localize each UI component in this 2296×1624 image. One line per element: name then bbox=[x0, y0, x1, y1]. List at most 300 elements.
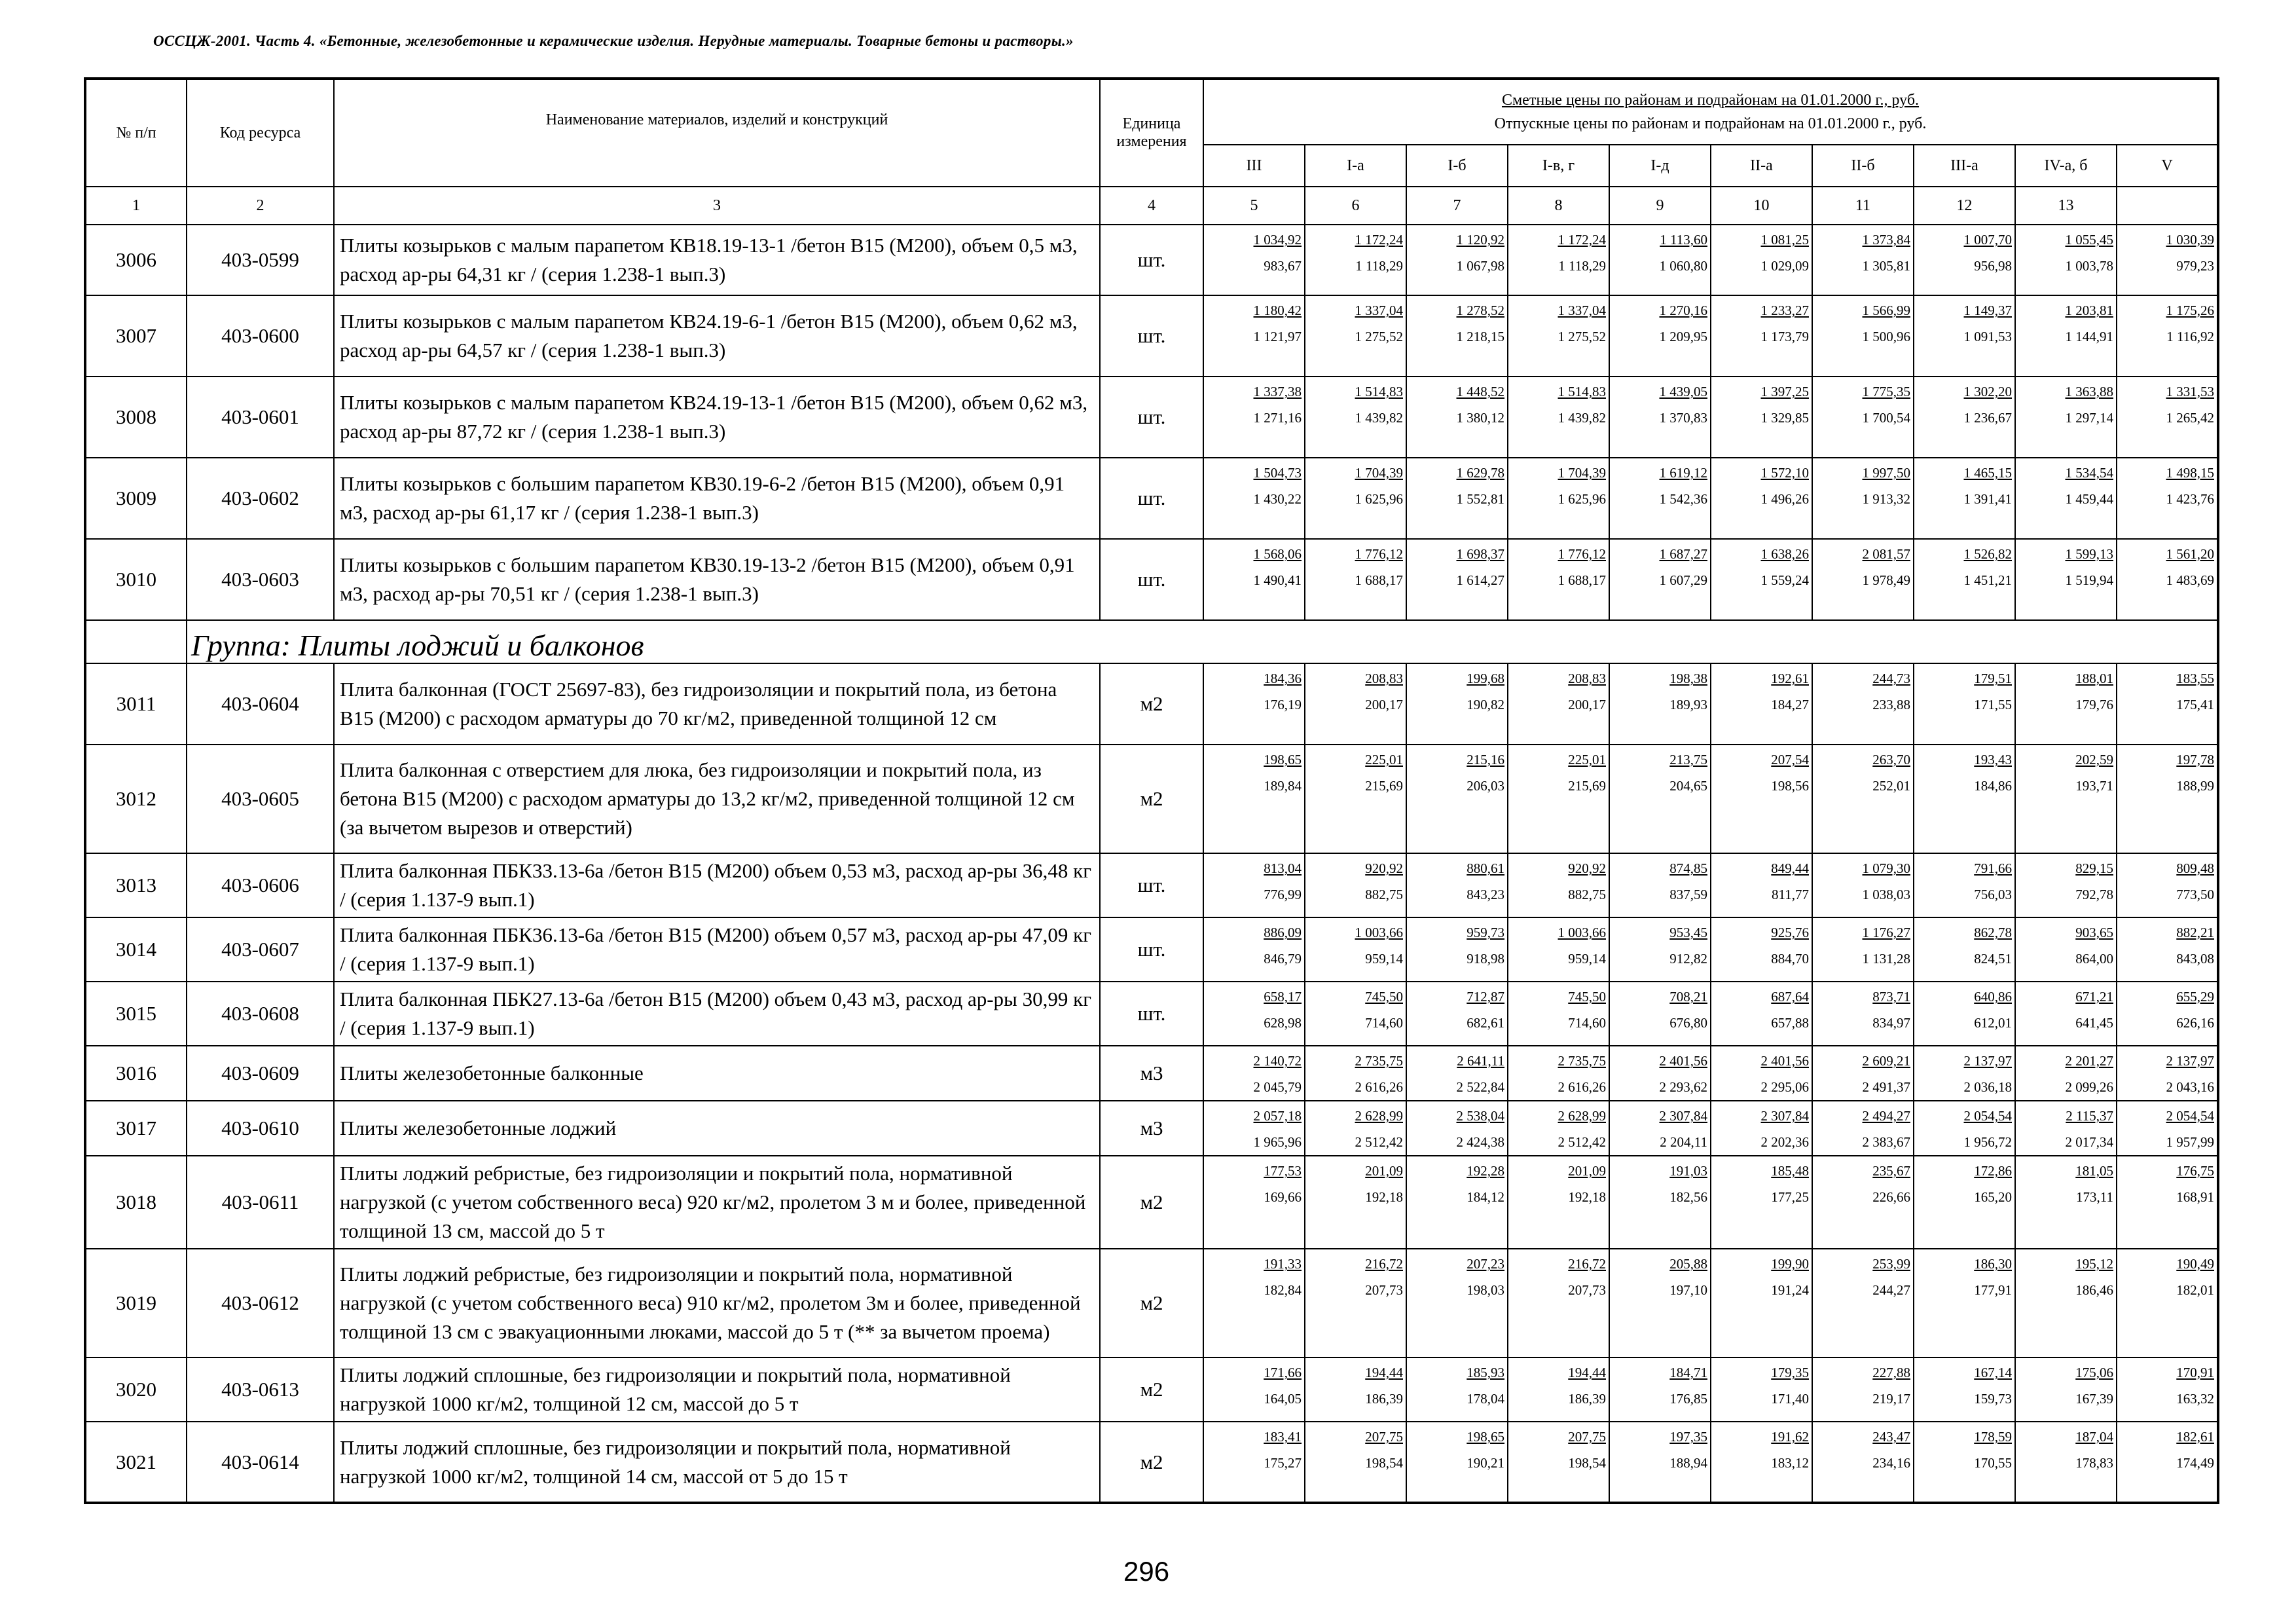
price-cell bbox=[1711, 1422, 1812, 1503]
table-row bbox=[85, 917, 2218, 982]
resource-code: 403-0611 bbox=[187, 1156, 334, 1249]
col-header-num: № п/п bbox=[85, 79, 187, 187]
unit: м3 bbox=[1100, 1101, 1203, 1156]
release-price: 215,69 bbox=[1365, 778, 1403, 794]
release-price: 1 439,82 bbox=[1355, 410, 1403, 426]
release-price: 1 391,41 bbox=[1963, 491, 2012, 507]
estimate-price: 658,17 bbox=[1264, 989, 1302, 1005]
price-cell bbox=[1203, 225, 1305, 295]
price-cell bbox=[1305, 539, 1406, 620]
release-price: 184,86 bbox=[1974, 778, 2012, 794]
price-cell bbox=[2015, 982, 2117, 1046]
release-price: 1 439,82 bbox=[1558, 410, 1606, 426]
release-price: 1 459,44 bbox=[2065, 491, 2113, 507]
item-name: Плита балконная ПБК27.13-6а /бетон В15 (М200) объем 0,43 м3, расход ар-ры 30,99 кг / (серия 1.137-9 вып.1) bbox=[334, 982, 1100, 1046]
estimate-price: 193,43 bbox=[1974, 752, 2012, 767]
estimate-price: 182,61 bbox=[2176, 1429, 2215, 1445]
price-cell bbox=[1711, 458, 1812, 539]
estimate-price: 1 439,05 bbox=[1659, 384, 1707, 399]
region-header: II-а bbox=[1711, 145, 1812, 187]
estimate-price: 2 140,72 bbox=[1253, 1053, 1302, 1069]
price-cell bbox=[1609, 377, 1711, 458]
unit: шт. bbox=[1100, 295, 1203, 377]
price-cell bbox=[1914, 1046, 2015, 1101]
resource-code: 403-0604 bbox=[187, 663, 334, 745]
price-cell bbox=[1508, 295, 1609, 377]
page-number: 296 bbox=[1123, 1556, 1170, 1587]
estimate-price: 198,65 bbox=[1467, 1429, 1504, 1445]
release-price: 206,03 bbox=[1467, 778, 1504, 794]
resource-code: 403-0613 bbox=[187, 1357, 334, 1422]
release-price: 1 116,92 bbox=[2166, 329, 2215, 344]
price-cell bbox=[1812, 1101, 1914, 1156]
release-price: 2 036,18 bbox=[1963, 1079, 2012, 1095]
estimate-price: 1 514,83 bbox=[1355, 384, 1403, 399]
price-cell bbox=[2015, 745, 2117, 853]
estimate-price: 2 137,97 bbox=[1963, 1053, 2012, 1069]
unit: шт. bbox=[1100, 982, 1203, 1046]
release-price: 2 616,26 bbox=[1355, 1079, 1403, 1095]
unit: м2 bbox=[1100, 1156, 1203, 1249]
estimate-price: 225,01 bbox=[1568, 752, 1606, 767]
estimate-price: 186,30 bbox=[1974, 1256, 2012, 1272]
estimate-price: 183,55 bbox=[2176, 671, 2215, 686]
estimate-price: 177,53 bbox=[1264, 1163, 1302, 1179]
release-price: 163,32 bbox=[2176, 1391, 2215, 1407]
col-header-prices bbox=[1203, 79, 2218, 145]
unit: м2 bbox=[1100, 1357, 1203, 1422]
estimate-price: 2 201,27 bbox=[2065, 1053, 2113, 1069]
price-cell bbox=[1203, 1249, 1305, 1357]
release-price: 1 003,78 bbox=[2065, 258, 2113, 274]
price-cell bbox=[1812, 539, 1914, 620]
estimate-price: 190,49 bbox=[2176, 1256, 2215, 1272]
column-number: 12 bbox=[1914, 187, 2015, 225]
estimate-price: 2 307,84 bbox=[1659, 1108, 1707, 1124]
region-header: I-б bbox=[1406, 145, 1508, 187]
price-cell bbox=[1508, 458, 1609, 539]
price-cell bbox=[1203, 1422, 1305, 1503]
row-number: 3012 bbox=[85, 745, 187, 853]
price-cell bbox=[2117, 745, 2218, 853]
column-number: 6 bbox=[1305, 187, 1406, 225]
price-cell bbox=[1305, 853, 1406, 917]
estimate-price: 179,35 bbox=[1771, 1365, 1809, 1380]
price-cell bbox=[2015, 917, 2117, 982]
price-cell bbox=[2015, 1156, 2117, 1249]
estimate-price: 1 776,12 bbox=[1558, 546, 1606, 562]
estimate-price: 198,38 bbox=[1669, 671, 1707, 686]
price-cell bbox=[1812, 982, 1914, 1046]
item-name: Плиты лоджий сплошные, без гидроизоляции и покрытий пола, нормативной нагрузкой 1000 кг/м2, толщиной 14 см, массой от 5 до 15 т bbox=[334, 1422, 1100, 1503]
price-cell bbox=[2117, 1422, 2218, 1503]
estimate-price: 197,78 bbox=[2176, 752, 2215, 767]
release-price: 1 118,29 bbox=[1355, 258, 1403, 274]
price-cell bbox=[2117, 1101, 2218, 1156]
price-cell bbox=[1508, 539, 1609, 620]
release-price: 2 099,26 bbox=[2065, 1079, 2113, 1095]
release-price: 1 060,80 bbox=[1659, 258, 1707, 274]
estimate-price: 2 115,37 bbox=[2066, 1108, 2113, 1124]
release-price: 189,84 bbox=[1264, 778, 1302, 794]
price-cell bbox=[1406, 1101, 1508, 1156]
estimate-price: 2 494,27 bbox=[1862, 1108, 1910, 1124]
release-price: 1 029,09 bbox=[1760, 258, 1809, 274]
release-price: 165,20 bbox=[1974, 1189, 2012, 1205]
unit: шт. bbox=[1100, 225, 1203, 295]
estimate-price: 1 568,06 bbox=[1253, 546, 1302, 562]
release-price: 1 144,91 bbox=[2065, 329, 2113, 344]
release-price: 177,91 bbox=[1974, 1282, 2012, 1298]
price-cell bbox=[2117, 853, 2218, 917]
row-number: 3019 bbox=[85, 1249, 187, 1357]
estimate-price: 225,01 bbox=[1365, 752, 1403, 767]
price-cell bbox=[1305, 1046, 1406, 1101]
release-price: 2 616,26 bbox=[1558, 1079, 1606, 1095]
estimate-price: 1 534,54 bbox=[2065, 465, 2113, 481]
release-price: 2 293,62 bbox=[1659, 1079, 1707, 1095]
release-price: 184,27 bbox=[1771, 697, 1809, 712]
resource-code: 403-0609 bbox=[187, 1046, 334, 1101]
price-cell bbox=[1914, 917, 2015, 982]
price-cell bbox=[2015, 853, 2117, 917]
estimate-price: 2 735,75 bbox=[1558, 1053, 1606, 1069]
price-cell bbox=[1711, 225, 1812, 295]
row-number: 3006 bbox=[85, 225, 187, 295]
release-price: 190,82 bbox=[1467, 697, 1504, 712]
estimate-price: 194,44 bbox=[1365, 1365, 1403, 1380]
price-cell bbox=[1305, 1101, 1406, 1156]
estimate-price: 216,72 bbox=[1365, 1256, 1403, 1272]
table-row bbox=[85, 745, 2218, 853]
price-cell bbox=[1406, 1249, 1508, 1357]
release-price: 233,88 bbox=[1872, 697, 1910, 712]
price-cell bbox=[1914, 1357, 2015, 1422]
release-price: 682,61 bbox=[1467, 1015, 1504, 1031]
item-name: Плиты железобетонные балконные bbox=[334, 1046, 1100, 1101]
row-number: 3020 bbox=[85, 1357, 187, 1422]
estimate-price: 1 566,99 bbox=[1862, 303, 1910, 318]
release-price: 1 913,32 bbox=[1862, 491, 1910, 507]
estimate-price: 829,15 bbox=[2075, 860, 2113, 876]
estimate-price: 2 137,97 bbox=[2166, 1053, 2215, 1069]
release-price: 183,12 bbox=[1771, 1455, 1809, 1471]
release-price: 1 380,12 bbox=[1456, 410, 1504, 426]
estimate-price: 1 526,82 bbox=[1963, 546, 2012, 562]
release-price: 1 209,95 bbox=[1659, 329, 1707, 344]
table-row bbox=[85, 1422, 2218, 1503]
price-cell bbox=[1812, 458, 1914, 539]
unit: м2 bbox=[1100, 1422, 1203, 1503]
release-price: 612,01 bbox=[1974, 1015, 2012, 1031]
estimate-price: 1 233,27 bbox=[1760, 303, 1809, 318]
estimate-price: 199,90 bbox=[1771, 1256, 1809, 1272]
item-name: Плиты лоджий ребристые, без гидроизоляции и покрытий пола, нормативной нагрузкой (с учетом собственного веса) 910 кг/м2, пролетом 3м и более, приведенной толщиной 13 см с эвакуационными люками, массой до 5 т (** за вычетом проема) bbox=[334, 1249, 1100, 1357]
resource-code: 403-0599 bbox=[187, 225, 334, 295]
price-cell bbox=[1812, 917, 1914, 982]
release-price: 882,75 bbox=[1568, 887, 1606, 902]
price-cell bbox=[1914, 853, 2015, 917]
release-price: 1 218,15 bbox=[1456, 329, 1504, 344]
price-cell bbox=[1406, 1422, 1508, 1503]
estimate-price: 1 278,52 bbox=[1456, 303, 1504, 318]
release-price: 182,56 bbox=[1669, 1189, 1707, 1205]
release-price: 1 236,67 bbox=[1963, 410, 2012, 426]
release-price: 626,16 bbox=[2176, 1015, 2215, 1031]
release-price: 177,25 bbox=[1771, 1189, 1809, 1205]
estimate-price: 184,71 bbox=[1669, 1365, 1707, 1380]
price-cell bbox=[1305, 377, 1406, 458]
estimate-price: 2 641,11 bbox=[1457, 1053, 1504, 1069]
item-name: Плита балконная ПБК36.13-6а /бетон В15 (М200) объем 0,57 м3, расход ар-ры 47,09 кг / (серия 1.137-9 вып.1) bbox=[334, 917, 1100, 982]
region-header: I-д bbox=[1609, 145, 1711, 187]
release-price: 912,82 bbox=[1669, 951, 1707, 967]
release-price: 979,23 bbox=[2176, 258, 2215, 274]
estimate-price: 1 397,25 bbox=[1760, 384, 1809, 399]
price-cell bbox=[1812, 1422, 1914, 1503]
release-price: 207,73 bbox=[1568, 1282, 1606, 1298]
price-cell bbox=[1508, 1046, 1609, 1101]
release-price: 188,99 bbox=[2176, 778, 2215, 794]
release-price: 182,84 bbox=[1264, 1282, 1302, 1298]
estimate-price: 201,09 bbox=[1365, 1163, 1403, 1179]
price-cell bbox=[1812, 1156, 1914, 1249]
column-number: 7 bbox=[1406, 187, 1508, 225]
estimate-price: 175,06 bbox=[2075, 1365, 2113, 1380]
column-number: 5 bbox=[1203, 187, 1305, 225]
price-cell bbox=[1406, 1156, 1508, 1249]
price-cell bbox=[1914, 377, 2015, 458]
table-row bbox=[85, 295, 2218, 377]
group-row bbox=[85, 620, 2218, 663]
release-price: 1 700,54 bbox=[1862, 410, 1910, 426]
release-price: 178,04 bbox=[1467, 1391, 1504, 1407]
column-number: 4 bbox=[1100, 187, 1203, 225]
price-cell bbox=[1203, 295, 1305, 377]
price-cell bbox=[1914, 663, 2015, 745]
release-price: 1 038,03 bbox=[1862, 887, 1910, 902]
estimate-price: 655,29 bbox=[2176, 989, 2215, 1005]
price-cell bbox=[2117, 377, 2218, 458]
price-cell bbox=[1812, 295, 1914, 377]
estimate-price: 172,86 bbox=[1974, 1163, 2012, 1179]
price-cell bbox=[2117, 917, 2218, 982]
prices-line-estimate: Сметные цены по районам и подрайонам на 01.01.2000 г., руб. bbox=[1501, 92, 1920, 109]
release-price: 1 067,98 bbox=[1456, 258, 1504, 274]
release-price: 175,41 bbox=[2176, 697, 2215, 712]
release-price: 1 519,94 bbox=[2065, 572, 2113, 588]
estimate-price: 880,61 bbox=[1467, 860, 1504, 876]
estimate-price: 886,09 bbox=[1264, 925, 1302, 940]
row-number: 3013 bbox=[85, 853, 187, 917]
estimate-price: 745,50 bbox=[1568, 989, 1606, 1005]
resource-code: 403-0610 bbox=[187, 1101, 334, 1156]
unit: м2 bbox=[1100, 1249, 1203, 1357]
price-cell bbox=[1914, 982, 2015, 1046]
table-row bbox=[85, 663, 2218, 745]
price-cell bbox=[1711, 663, 1812, 745]
release-price: 252,01 bbox=[1872, 778, 1910, 794]
estimate-price: 2 609,21 bbox=[1862, 1053, 1910, 1069]
price-cell bbox=[1406, 853, 1508, 917]
estimate-price: 198,65 bbox=[1264, 752, 1302, 767]
release-price: 178,83 bbox=[2075, 1455, 2113, 1471]
price-cell bbox=[1508, 917, 1609, 982]
price-cell bbox=[1203, 539, 1305, 620]
release-price: 219,17 bbox=[1872, 1391, 1910, 1407]
unit: м2 bbox=[1100, 745, 1203, 853]
item-name: Плиты козырьков с большим парапетом КВ30.19-13-2 /бетон В15 (М200), объем 0,91 м3, расход ар-ры 70,51 кг / (серия 1.238-1 вып.3) bbox=[334, 539, 1100, 620]
price-cell bbox=[1406, 225, 1508, 295]
item-name: Плиты железобетонные лоджий bbox=[334, 1101, 1100, 1156]
price-cell bbox=[1711, 982, 1812, 1046]
price-cell bbox=[1609, 225, 1711, 295]
price-cell bbox=[2117, 982, 2218, 1046]
resource-code: 403-0601 bbox=[187, 377, 334, 458]
release-price: 2 043,16 bbox=[2166, 1079, 2215, 1095]
estimate-price: 191,62 bbox=[1771, 1429, 1809, 1445]
price-cell bbox=[1203, 745, 1305, 853]
resource-code: 403-0608 bbox=[187, 982, 334, 1046]
release-price: 188,94 bbox=[1669, 1455, 1707, 1471]
estimate-price: 195,12 bbox=[2075, 1256, 2113, 1272]
release-price: 186,39 bbox=[1568, 1391, 1606, 1407]
release-price: 1 329,85 bbox=[1760, 410, 1809, 426]
estimate-price: 1 638,26 bbox=[1760, 546, 1809, 562]
col-header-code: Код ресурса bbox=[187, 79, 334, 187]
release-price: 198,03 bbox=[1467, 1282, 1504, 1298]
resource-code: 403-0607 bbox=[187, 917, 334, 982]
estimate-price: 1 172,24 bbox=[1355, 232, 1403, 248]
row-number: 3016 bbox=[85, 1046, 187, 1101]
estimate-price: 263,70 bbox=[1872, 752, 1910, 767]
estimate-price: 640,86 bbox=[1974, 989, 2012, 1005]
price-cell bbox=[2015, 295, 2117, 377]
release-price: 186,39 bbox=[1365, 1391, 1403, 1407]
group-title: Группа: Плиты лоджий и балконов bbox=[187, 620, 2218, 663]
unit: м3 bbox=[1100, 1046, 1203, 1101]
estimate-price: 201,09 bbox=[1568, 1163, 1606, 1179]
price-cell bbox=[1812, 853, 1914, 917]
price-cell bbox=[1203, 917, 1305, 982]
price-cell bbox=[2117, 539, 2218, 620]
price-cell bbox=[2015, 458, 2117, 539]
price-cell bbox=[1406, 982, 1508, 1046]
estimate-price: 215,16 bbox=[1467, 752, 1504, 767]
table-row bbox=[85, 1101, 2218, 1156]
resource-code: 403-0602 bbox=[187, 458, 334, 539]
estimate-price: 1 120,92 bbox=[1456, 232, 1504, 248]
estimate-price: 925,76 bbox=[1771, 925, 1809, 940]
price-cell bbox=[1203, 853, 1305, 917]
estimate-price: 809,48 bbox=[2176, 860, 2215, 876]
resource-code: 403-0606 bbox=[187, 853, 334, 917]
release-price: 811,77 bbox=[1772, 887, 1809, 902]
price-cell bbox=[1203, 377, 1305, 458]
estimate-price: 205,88 bbox=[1669, 1256, 1707, 1272]
unit: шт. bbox=[1100, 917, 1203, 982]
release-price: 792,78 bbox=[2075, 887, 2113, 902]
price-cell bbox=[2117, 663, 2218, 745]
resource-code: 403-0600 bbox=[187, 295, 334, 377]
price-cell bbox=[1305, 1422, 1406, 1503]
price-cell bbox=[1609, 982, 1711, 1046]
release-price: 164,05 bbox=[1264, 1391, 1302, 1407]
estimate-price: 207,75 bbox=[1365, 1429, 1403, 1445]
estimate-price: 1 007,70 bbox=[1963, 232, 2012, 248]
release-price: 824,51 bbox=[1974, 951, 2012, 967]
price-cell bbox=[1305, 917, 1406, 982]
estimate-price: 207,75 bbox=[1568, 1429, 1606, 1445]
estimate-price: 1 465,15 bbox=[1963, 465, 2012, 481]
estimate-price: 1 337,04 bbox=[1558, 303, 1606, 318]
price-cell bbox=[1914, 745, 2015, 853]
price-cell bbox=[2117, 1249, 2218, 1357]
price-cell bbox=[1711, 1101, 1812, 1156]
price-cell bbox=[1914, 1101, 2015, 1156]
item-name: Плита балконная ПБК33.13-6а /бетон В15 (М200) объем 0,53 м3, расход ар-ры 36,48 кг / (серия 1.137-9 вып.1) bbox=[334, 853, 1100, 917]
price-cell bbox=[1609, 295, 1711, 377]
price-cell bbox=[1711, 539, 1812, 620]
estimate-price: 1 034,92 bbox=[1253, 232, 1302, 248]
price-cell bbox=[2015, 1046, 2117, 1101]
table-row bbox=[85, 458, 2218, 539]
price-cell bbox=[1305, 1156, 1406, 1249]
release-price: 244,27 bbox=[1872, 1282, 1910, 1298]
price-cell bbox=[1305, 1249, 1406, 1357]
release-price: 1 483,69 bbox=[2166, 572, 2215, 588]
price-cell bbox=[1406, 458, 1508, 539]
release-price: 1 275,52 bbox=[1558, 329, 1606, 344]
estimate-price: 1 079,30 bbox=[1862, 860, 1910, 876]
price-cell bbox=[1406, 377, 1508, 458]
release-price: 2 295,06 bbox=[1760, 1079, 1809, 1095]
price-cell bbox=[1609, 853, 1711, 917]
estimate-price: 2 401,56 bbox=[1659, 1053, 1707, 1069]
price-cell bbox=[1203, 1101, 1305, 1156]
release-price: 837,59 bbox=[1669, 887, 1707, 902]
estimate-price: 1 270,16 bbox=[1659, 303, 1707, 318]
row-number: 3014 bbox=[85, 917, 187, 982]
estimate-price: 208,83 bbox=[1568, 671, 1606, 686]
region-header: I-а bbox=[1305, 145, 1406, 187]
row-number: 3015 bbox=[85, 982, 187, 1046]
resource-code: 403-0614 bbox=[187, 1422, 334, 1503]
release-price: 200,17 bbox=[1568, 697, 1606, 712]
price-cell bbox=[1305, 1357, 1406, 1422]
estimate-price: 192,28 bbox=[1467, 1163, 1504, 1179]
estimate-price: 235,67 bbox=[1872, 1163, 1910, 1179]
price-cell bbox=[1711, 745, 1812, 853]
estimate-price: 1 337,04 bbox=[1355, 303, 1403, 318]
estimate-price: 1 698,37 bbox=[1456, 546, 1504, 562]
price-table bbox=[84, 77, 2219, 1504]
estimate-price: 184,36 bbox=[1264, 671, 1302, 686]
price-cell bbox=[1406, 1357, 1508, 1422]
release-price: 882,75 bbox=[1365, 887, 1403, 902]
release-price: 191,24 bbox=[1771, 1282, 1809, 1298]
row-number: 3018 bbox=[85, 1156, 187, 1249]
column-number: 1 bbox=[85, 187, 187, 225]
price-cell bbox=[1609, 663, 1711, 745]
column-number: 8 bbox=[1508, 187, 1609, 225]
estimate-price: 192,61 bbox=[1771, 671, 1809, 686]
price-cell bbox=[2015, 539, 2117, 620]
release-price: 1 496,26 bbox=[1760, 491, 1809, 507]
price-cell bbox=[1609, 1101, 1711, 1156]
estimate-price: 1 363,88 bbox=[2065, 384, 2113, 399]
estimate-price: 2 735,75 bbox=[1355, 1053, 1403, 1069]
